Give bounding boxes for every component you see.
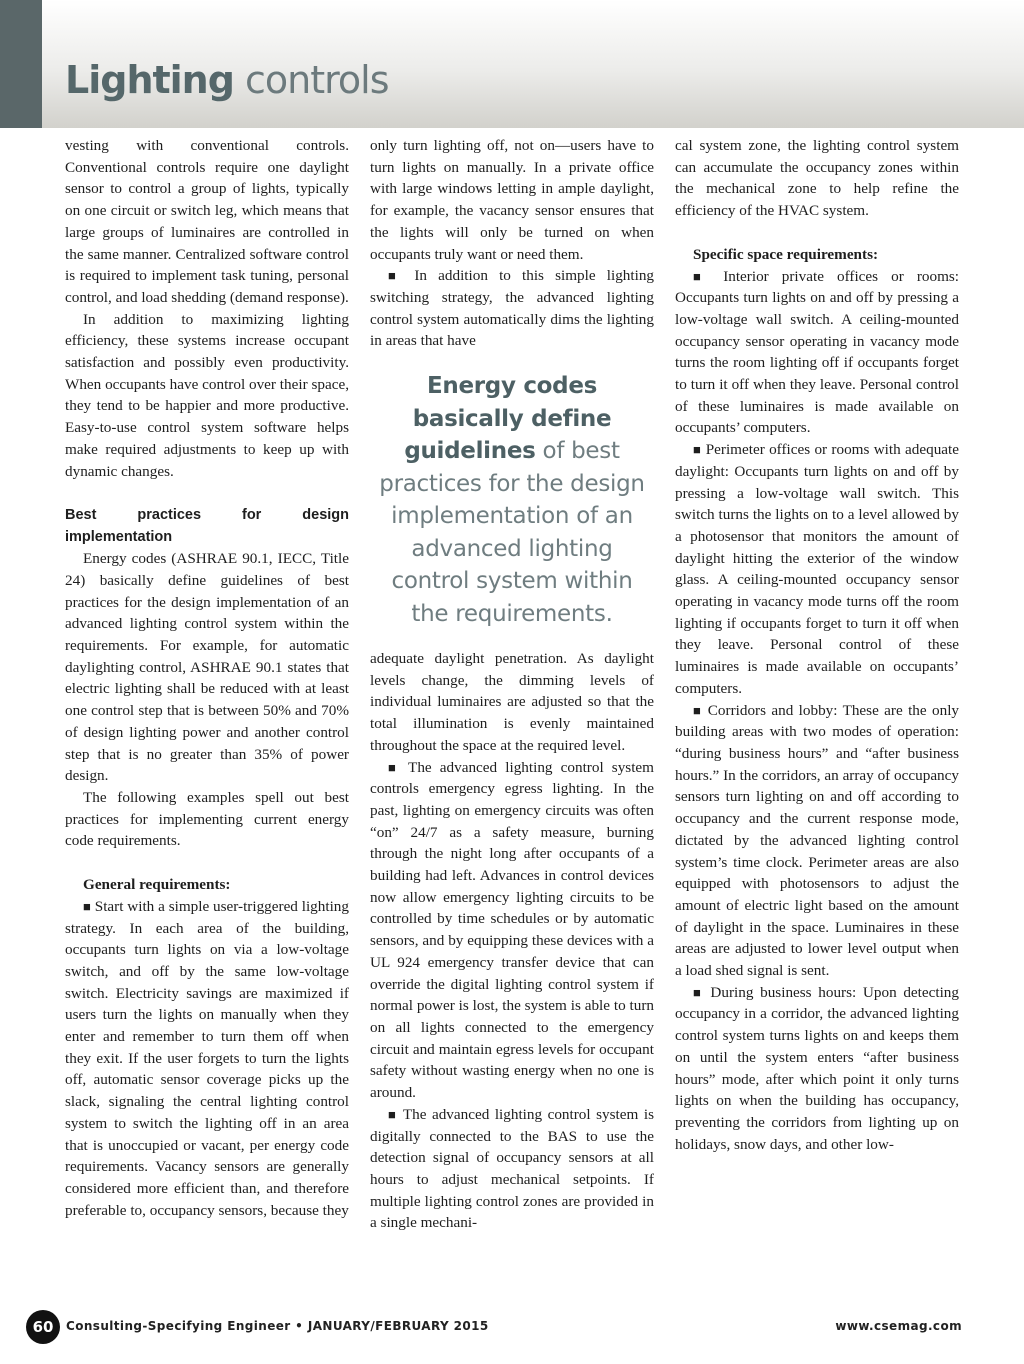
section-heading-best-practices: Best practices for design implementation xyxy=(65,507,349,546)
pull-quote-light: of best practices for the design implementation of an advanced lighting control system within the requirements. xyxy=(379,438,645,627)
column-2 xyxy=(370,135,654,1234)
col3-paragraph-3 xyxy=(675,439,959,699)
publication-line: Consulting-Specifying Engineer • JANUARY/FEBRUARY 2015 xyxy=(66,1319,489,1333)
website-link[interactable]: www.csemag.com xyxy=(835,1319,962,1333)
column-1 xyxy=(65,135,349,1221)
col3-paragraph-4 xyxy=(675,700,959,982)
bullet-icon: ■ xyxy=(388,268,404,284)
col2-paragraph-4-text: The advanced lighting control system controls emergency egress lighting. In the past, lighting on emergency circuits was often “on” 24/7 as a safety measure, burning through the night long after occupants of a building had left. Advances in control devices now allow emergency lighting circuits to be controlled by time schedules or by automatic sensors, and by equipping these devices with a UL 924 emergency transfer device that can override the digital lighting control system if normal power is lost, the system is able to turn on all lights connected to the emergency circuit and maintain egress levels for occupant safety without wasting energy when no one is around. xyxy=(370,758,654,1102)
general-requirements-heading: General requirements: xyxy=(83,876,231,894)
col1-paragraph-4: The following examples spell out best practices for implementing current energy code requirements. xyxy=(65,788,349,850)
title-bold: Lighting xyxy=(65,58,234,102)
bullet-icon: ■ xyxy=(693,702,703,718)
col1-paragraph-2: In addition to maximizing lighting efficiency, these systems increase occupant satisfaction and possibly even productivity. When occupants have control over their space, they tend to be happier and more productive. Easy-to-use control system software helps make required adjustments to keep up with dynamic changes. xyxy=(65,310,349,480)
page-title xyxy=(65,58,389,102)
col2-paragraph-1: only turn lighting off, not on—users have to turn lights on manually. In a private office with large windows letting in ample daylight, for example, the vacancy sensor ensures that the lights will only be turned on when occupants truly want or need them. xyxy=(370,137,654,263)
col3-paragraph-4-text: Corridors and lobby: These are the only building areas with two modes of operation: “during business hours” and “after business hours.” In the corridors, an array of occupancy sensors turn lighting on and off according to occupancy and the current response mode, dictated by the advanced lighting control system’s time clock. Perimeter areas are also equipped with photosensors to adjust the amount of electric light based on the amount of daylight in the space. Luminaires in these areas are adjusted to lower level output when a load shed signal is sent. xyxy=(675,701,960,980)
bullet-icon: ■ xyxy=(693,268,711,284)
col2-paragraph-3: adequate daylight penetration. As daylight levels change, the dimming levels of individual luminaires are adjusted so that the total illumination is evenly maintained throughout the space at the required level. xyxy=(370,650,654,754)
pull-quote-bold: Energy codes basically define guidelines xyxy=(404,373,612,465)
col3-paragraph-5 xyxy=(675,982,959,1156)
col2-paragraph-4 xyxy=(370,757,654,1104)
col2-paragraph-5-text: The advanced lighting control system is digitally connected to the BAS to use the detection signal of occupancy sensors at all hours to adjust mechanical setpoints. If multiple lighting control zones are provided in a single mechani- xyxy=(370,1105,654,1232)
bullet-icon: ■ xyxy=(693,442,702,458)
page-footer xyxy=(0,1310,1024,1344)
col3-paragraph-2-text: Interior private offices or rooms: Occupants turn lights on and off by pressing a low-voltage wall switch. A ceiling-mounted occupancy sensor operating in vacancy mode turns the room lighting off if occupants forget to turn it off when they leave. Personal control of these luminaires is made available on occupants’ computers. xyxy=(675,267,960,437)
bullet-icon: ■ xyxy=(388,1106,398,1122)
col3-paragraph-1: cal system zone, the lighting control system can accumulate the occupancy zones within the mechanical zone to help refine the efficiency of the HVAC system. xyxy=(675,137,959,220)
col1-paragraph-3: Energy codes (ASHRAE 90.1, IECC, Title 24) basically define guidelines of best practices for the design implementation of an advanced lighting control system within the requirements. For example, for automatic daylighting control, ASHRAE 90.1 states that electric lighting shall be reduced with at least one control step that is between 50% and 70% of design lighting power and another control step that is no greater than 35% of power design. xyxy=(65,550,349,785)
col2-paragraph-5 xyxy=(370,1104,654,1234)
title-light: controls xyxy=(233,58,389,102)
col3-paragraph-3-text: Perimeter offices or rooms with adequate daylight: Occupants turn lights on and off by pressing a low-voltage wall switch. This switch turns the lights on to a level allowed by a photosensor that monitors the amount of daylight hitting the exterior of the window glass. A ceiling-mounted occupancy sensor operating in vacancy mode turns off the room lighting if occupants forget to turn it off when they leave. Personal control of these luminaires is made available on occupants’ computers. xyxy=(675,441,960,697)
col1-paragraph-5-text: Start with a simple user-triggered lighting strategy. In each area of the building, occupants turn lights on via a low-voltage switch, and off by the same low-voltage switch. Electricity savings are maximized if users turn the lights on manually when they enter and remember to turn them off when they exit. If the user forgets to turn the lights off, automatic sensor coverage picks up the slack, signaling the central lighting control system to switch the lighting off in an area that is unoccupied or vacant, per energy code requirements. Vacancy sensors are generally considered more efficient than, and therefore preferable to, occupancy sensors, because they xyxy=(65,897,349,1219)
page-number-badge: 60 xyxy=(26,1310,60,1344)
col3-paragraph-2 xyxy=(675,266,959,440)
col3-paragraph-5-text: During business hours: Upon detecting occupancy in a corridor, the advanced lighting control system turns lights on and keeps them on until the system enters “after business hours” mode, after which point it only turns lights on when the building has occupancy, preventing the corridors from lighting up on holidays, snow days, and other low- xyxy=(675,983,959,1153)
bullet-icon: ■ xyxy=(83,898,91,914)
pull-quote xyxy=(370,370,654,630)
col1-paragraph-1: vesting with conventional controls. Conventional controls require one daylight sensor to control a group of lights, typically on one circuit or switch leg, which means that large groups of luminaires are controlled in the same manner. Centralized software control is required to implement task tuning, personal control, and load shedding (demand response). xyxy=(65,137,349,306)
col2-paragraph-2-text: In addition to this simple lighting switching strategy, the advanced lighting control system automatically dims the lighting in areas that have xyxy=(370,267,655,350)
bullet-icon: ■ xyxy=(693,984,704,1000)
specific-space-heading: Specific space requirements: xyxy=(693,245,879,263)
header-side-tab xyxy=(0,0,42,128)
col1-paragraph-5 xyxy=(65,896,349,1222)
column-3 xyxy=(675,135,959,1155)
col2-paragraph-2 xyxy=(370,265,654,352)
bullet-icon: ■ xyxy=(388,759,401,775)
